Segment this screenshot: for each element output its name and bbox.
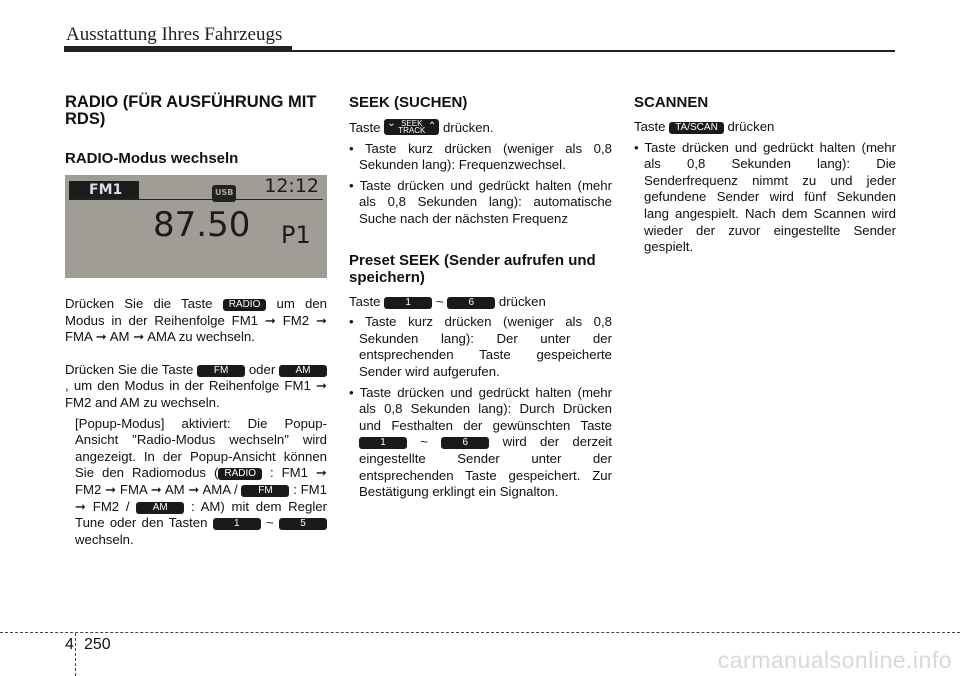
text: , um den Modus in der Reihenfolge FM1 ➞ FM2 and AM zu wechseln. [65,378,327,410]
radio-display-image [65,175,327,278]
key-badge-radio: RADIO [223,299,267,311]
text: • Taste drücken und gedrückt halten (mehr als 0,8 Sekunden lang): automatische Suche nach der nächsten Frequenz [349,177,612,226]
column-seek [349,94,612,505]
text: : AM) mit dem Regler Tune oder den Tasten [75,498,327,531]
key-badge-fm: FM [241,485,289,497]
section-number: 4 [65,636,74,653]
text: drücken. [439,120,494,135]
header-rule [64,50,895,52]
text: oder [245,361,279,377]
paragraph [349,294,612,311]
text: Drücken Sie die Taste [65,296,223,311]
key-badge-6: 6 [447,297,495,309]
subheading-radio-mode: RADIO-Modus wechseln [65,150,239,167]
text: • Taste kurz drücken (weniger als 0,8 Sekunden lang): Frequenzwechsel. [349,140,612,173]
key-badge-1: 1 [359,437,407,449]
display-preset: P1 [281,221,311,249]
paragraph [349,314,612,380]
text: • Taste kurz drücken (weniger als 0,8 Sekunden lang): Der unter der entsprechenden Taste gespeicherte Sender wird aufgerufen. [349,314,612,379]
column-radio [65,94,327,552]
display-time: 12:12 [264,175,319,197]
text: [Popup-Modus] aktiviert: Die Popup-Ansicht "Radio-Modus wechseln" wird angezeigt. In der Popup-Ansicht können Sie den Radiomodus ( [75,415,327,481]
section-heading-scan: SCANNEN [634,94,709,111]
radio-body [65,296,327,548]
key-badge-fm: FM [197,365,245,377]
text: Taste [634,119,670,134]
paragraph [634,119,896,136]
page-number: 250 [84,636,111,653]
section-heading-seek: SEEK (SUCHEN) [349,94,468,111]
paragraph [349,119,612,137]
text: um den Modus in der Reihenfolge FM1 ➞ FM2 ➞ FMA ➞ AM ➞ AMA zu wechseln. [65,296,327,345]
text: drücken [495,293,546,309]
key-badge-6: 6 [441,437,489,449]
paragraph [349,141,612,174]
text: wechseln. [75,531,134,547]
footer-divider [75,633,76,676]
section-heading-preset-seek: Preset SEEK (Sender aufrufen und speichern) [349,251,596,286]
text: Taste [349,293,385,309]
text: drücken [723,119,775,134]
paragraph [65,416,327,549]
display-band: FM1 [69,181,139,199]
display-frequency: 87.50 [153,205,251,245]
text: : FM1 ➞ FM2 ➞ FMA ➞ AM ➞ AMA / [75,465,327,497]
key-badge-radio: RADIO [218,468,262,480]
watermark: carmanualsonline.info [717,647,952,673]
chapter-title: Ausstattung Ihres Fahrzeugs [66,24,283,45]
section-heading-radio: RADIO (FÜR AUSFÜHRUNG MIT RDS) [65,93,317,128]
seek-body [349,119,612,228]
text: ~ [260,515,279,531]
text: • Taste drücken und gedrückt halten (mehr als 0,8 Sekunden lang): Die Senderfrequenz nimmt zu und jeder gefundene Sender wird fünf Sekunden lang angespielt. Nach dem Scannen wird wieder der zuvor eingestellte Sender gespielt. [634,139,896,255]
key-badge-1: 1 [213,518,261,530]
key-badge-am: AM [136,502,184,514]
paragraph [349,178,612,228]
text: Taste [349,120,385,135]
key-badge-1: 1 [384,297,432,309]
key-badge-am: AM [279,365,327,377]
paragraph [65,296,327,346]
footer-rule [0,632,960,633]
text: ~ [407,434,442,450]
paragraph [65,362,327,412]
text: • Taste drücken und gedrückt halten (mehr als 0,8 Sekunden lang): Durch Drücken und Festhalten der gewünschten Taste [349,384,612,433]
column-scan [634,94,896,260]
text: wird der derzeit eingestellte Sender unter der entsprechenden Taste gespeichert. Zur Bestätigung erklingt ein Signalton. [359,434,612,500]
seek-track-key-badge: ⌄ SEEK TRACK ⌃ [384,119,439,135]
paragraph-gap [65,350,327,362]
key-badge-tascan: TA/SCAN [669,122,724,134]
text: : FM1 ➞ FM2 / [75,481,328,514]
key-badge-5: 5 [279,518,327,530]
text: ~ [432,293,448,309]
usb-icon: USB [212,185,236,202]
preset-seek-body [349,294,612,501]
paragraph [349,385,612,501]
paragraph [634,140,896,256]
text: Drücken Sie die Taste [65,361,198,377]
scan-body [634,119,896,256]
